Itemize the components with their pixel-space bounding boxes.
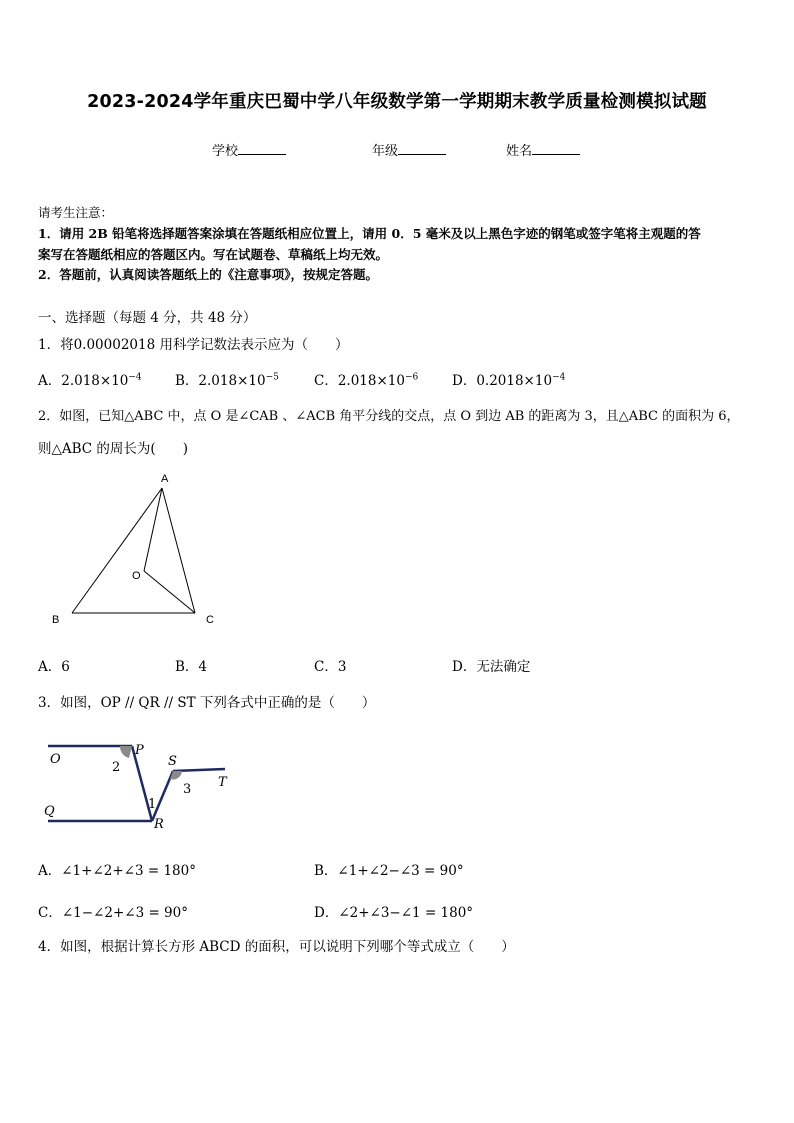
- question-4-stem: 4．如图，根据计算长方形 ABCD 的面积，可以说明下列哪个等式成立（ ）: [38, 939, 515, 955]
- question-2-line1: 2．如图，已知△ABC 中，点 O 是∠CAB 、∠ACB 角平分线的交点，点 O 到边 AB 的距离为 3，且△ABC 的面积为 6，: [38, 409, 740, 424]
- question-2-option-a: A．6: [38, 659, 70, 675]
- question-1-option-b: B．$2.018\times 10^{-5}$: [175, 372, 279, 389]
- name-field: [506, 140, 580, 159]
- label-t: T: [218, 775, 227, 790]
- angle-2-mark: [120, 746, 132, 758]
- question-3-stem: 3．如图，OP // QR // ST 下列各式中正确的是（ ）: [38, 695, 376, 711]
- section-heading: 一、选择题（每题 4 分，共 48 分）: [38, 310, 257, 326]
- label-r: R: [154, 817, 164, 832]
- label-p: P: [135, 743, 144, 758]
- grade-field: [372, 140, 446, 159]
- label-b: B: [52, 614, 60, 626]
- label-c: C: [206, 614, 214, 626]
- question-1-option-c: C．$2.018\times 10^{-6}$: [314, 372, 419, 389]
- school-label: 学校: [212, 144, 239, 159]
- question-1-option-d: D．$0.2018\times 10^{-4}$: [452, 372, 566, 389]
- question-3-option-b: B．∠1+∠2−∠3 = 90°: [314, 863, 464, 879]
- name-label: 姓名: [506, 144, 533, 159]
- line-rs: [152, 771, 173, 821]
- bisector-co: [144, 571, 195, 613]
- triangle-figure: [40, 468, 240, 638]
- school-field: [212, 140, 286, 159]
- question-2-option-c: C．3: [314, 659, 347, 675]
- grade-label: 年级: [372, 144, 399, 159]
- question-3-option-d: D．∠2+∠3−∠1 = 180°: [314, 905, 474, 921]
- name-blank: [532, 142, 580, 155]
- label-angle-1: 1: [148, 797, 157, 812]
- school-blank: [238, 142, 286, 155]
- question-1-stem: 1．将0.00002018 用科学记数法表示应为（ ）: [38, 337, 349, 353]
- label-o: O: [50, 752, 61, 767]
- label-s: S: [168, 754, 177, 769]
- question-2-option-d: D．无法确定: [452, 659, 531, 675]
- parallel-lines-figure: [40, 735, 240, 835]
- label-a: A: [161, 473, 169, 485]
- page-title: 2023-2024学年重庆巴蜀中学八年级数学第一学期期末教学质量检测模拟试题: [87, 92, 707, 112]
- notice-item1-line1: 1．请用 2B 铅笔将选择题答案涂填在答题纸相应位置上，请用 0．5 毫米及以上黑色字迹的钢笔或签字笔将主观题的答: [38, 226, 701, 241]
- question-2-line2: 则△ABC 的周长为( ): [38, 441, 188, 457]
- side-ac: [162, 488, 195, 613]
- question-3-option-c: C．∠1−∠2+∠3 = 90°: [38, 905, 188, 921]
- question-2-option-b: B．4: [175, 659, 208, 675]
- label-angle-2: 2: [112, 760, 121, 775]
- label-angle-3: 3: [183, 782, 192, 797]
- line-st: [173, 769, 225, 771]
- grade-blank: [398, 142, 446, 155]
- notice-item2: 2．答题前，认真阅读答题纸上的《注意事项》，按规定答题。: [38, 267, 378, 282]
- label-o: O: [132, 570, 141, 582]
- notice-heading: 请考生注意：: [38, 205, 114, 220]
- notice-item1-line2: 案写在答题纸相应的答题区内。写在试题卷、草稿纸上均无效。: [38, 247, 389, 262]
- label-q: Q: [44, 804, 55, 819]
- question-3-option-a: A．∠1+∠2+∠3 = 180°: [38, 863, 196, 879]
- question-1-option-a: A．$2.018\times 10^{-4}$: [38, 372, 142, 389]
